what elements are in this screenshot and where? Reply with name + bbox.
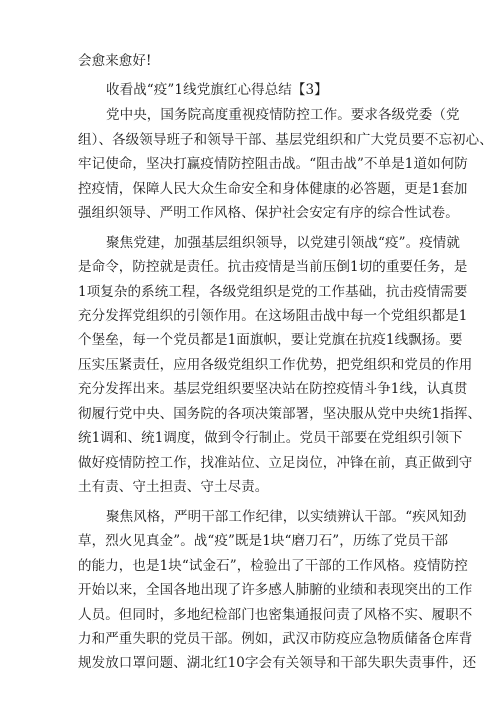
text-line: 会愈来愈好! <box>78 53 152 69</box>
text-line: 党中央，国务院高度重视疫情防控工作。要求各级党委（党 <box>106 107 460 123</box>
text-line: 彻履行党中央、国务院的各项决策部署，坚决服从党中央统1指挥、 <box>78 406 482 422</box>
text-line: 是命令，防控就是责任。抗击疫情是当前压倒1切的重要任务，是 <box>78 259 468 275</box>
text-line: 压实压紧责任，应用各级党组织工作优势，把党组织和党员的作用 <box>78 357 473 373</box>
text-line: 做好疫情防控工作，找准站位、立足岗位，冲锋在前，真正做到守 <box>78 455 473 471</box>
text-line: 人员。但同时，多地纪检部门也密集通报问责了风格不实、履职不 <box>78 607 473 623</box>
section-heading: 收看战“疫”1线党旗红心得总结【3】 <box>106 82 328 98</box>
text-line: 聚焦风格，严明干部工作纪律，以实绩辨认干部。“疾风知劲 <box>106 509 467 525</box>
text-line: 充分发挥出来。基层党组织要坚决站在防控疫情斗争1线，认真贯 <box>78 381 468 397</box>
text-line: 开始以来，全国各地出现了许多感人肺腑的业绩和表现突出的工作 <box>78 582 473 598</box>
text-line: 强组织领导、严明工作风格、保护社会安定有序的综合性试卷。 <box>78 205 459 221</box>
text-line: 的能力，也是1块“试金石”，检验出了干部的工作风格。疫情防控 <box>78 558 468 574</box>
text-line: 力和严重失职的党员干部。例如，武汉市防疫应急物质储备仓库背 <box>78 631 473 647</box>
text-line: 牢记使命，坚决打赢疫情防控阻击战。“阻击战”不单是1道如何防 <box>78 156 468 172</box>
text-line: 聚焦党建，加强基层组织领导，以党建引领战“疫”。疫情就 <box>106 235 461 251</box>
text-line: 充分发挥党组织的引领作用。在这场阻击战中每一个党组织都是1 <box>78 308 468 324</box>
text-line: 土有责、守土担责、守土尽责。 <box>78 479 269 495</box>
text-line: 规发放口罩问题、湖北红10字会有关领导和干部失职失责事件，还 <box>78 655 477 671</box>
text-line: 个堡垒，每一个党员都是1面旗帜，要让党旗在抗疫1线飘扬。要 <box>78 332 463 348</box>
text-line: 1项复杂的系统工程，各级党组织是党的工作基础，抗击疫情需要 <box>78 284 468 300</box>
text-line: 草，烈火见真金”。战“疫”既是1块“磨刀石”，历练了党员干部 <box>78 533 449 549</box>
text-line: 组）、各级领导班子和领导干部、基层党组织和广大党员要不忘初心、 <box>78 132 493 148</box>
text-line: 控疫情，保障人民大众生命安全和身体健康的必答题，更是1套加 <box>78 181 468 197</box>
text-line: 统1调和、统1调度，做到令行制止。党员干部要在党组织引领下 <box>78 430 463 446</box>
